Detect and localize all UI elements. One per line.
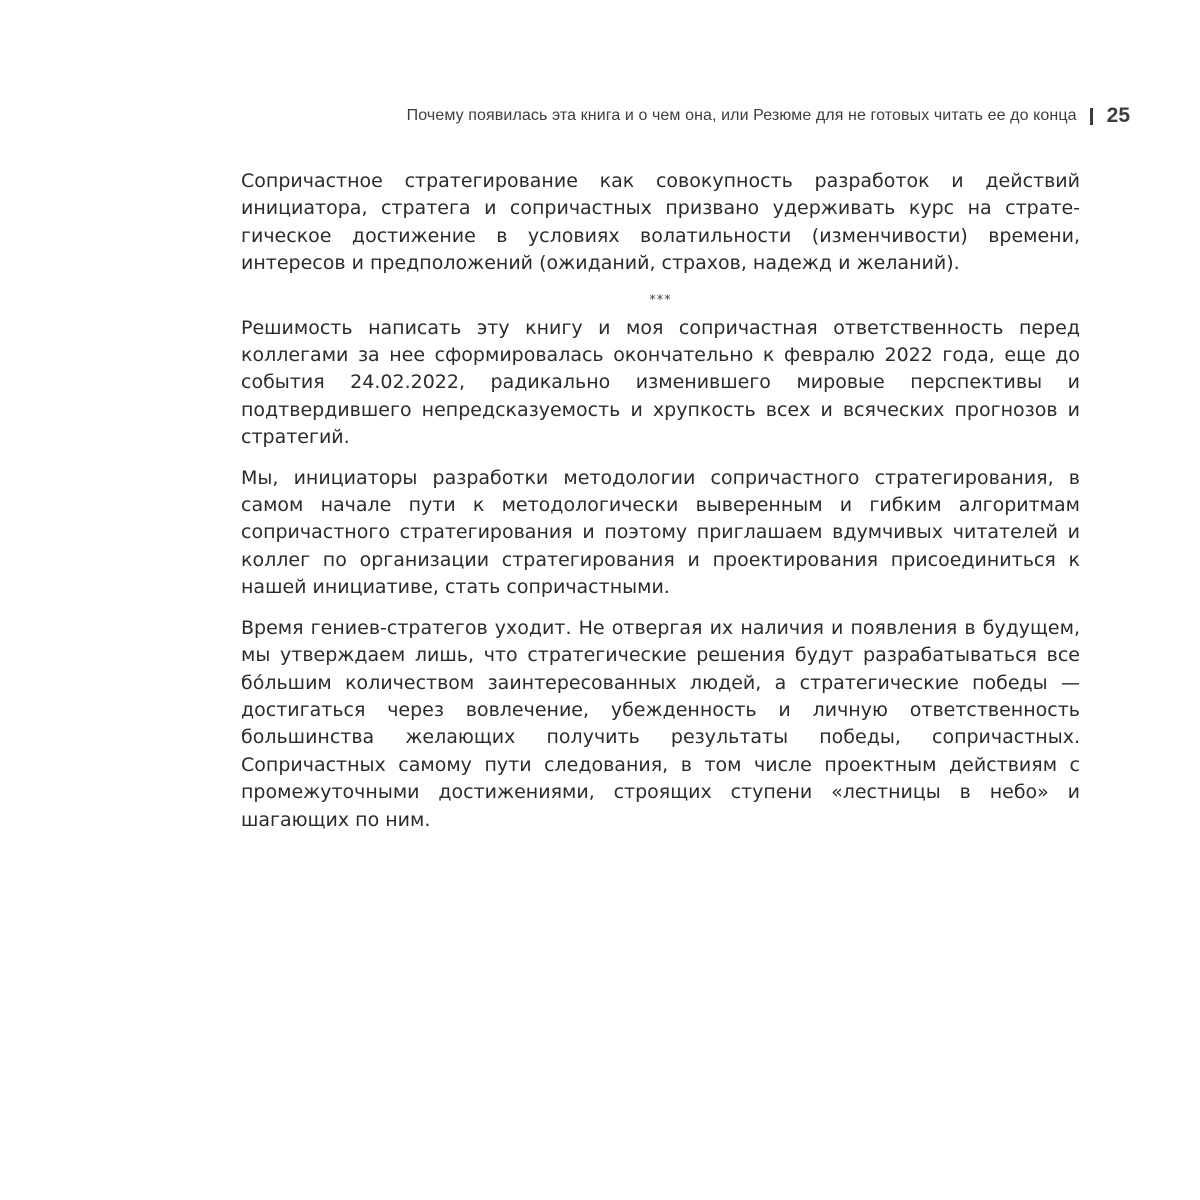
paragraph: Сопричастное стратегирование как совокупность разработок и действий инициатора, стратега и сопричастных призвано удерживать курс на стратегическое достижение в условиях волатильности (изменчивости) времени, интересов и предположений (ожиданий, страхов, надежд и желаний).: [241, 170, 1080, 275]
section-separator: ***: [649, 292, 672, 308]
header-separator-bar: [1090, 108, 1093, 125]
paragraph: Время гениев-стратегов уходит. Не отвергая их наличия и появления в будущем, мы утверждаем лишь, что стратегические решения будут разрабатываться все бóльшим количеством заинтересованных людей, а стратегические победы — достигаться через вовлечение, убежденность и личную ответственность большинства желающих получить результаты победы, сопричастных. Сопричастных самому пути следования, в том числе проектным действиям с промежуточными достижениями, строящих ступени «лестницы в небо» и шагающих по ним.: [241, 616, 1080, 831]
paragraph: Решимость написать эту книгу и моя сопричастная ответственность перед коллегами за нее сформировалась окончательно к февралю 2022 года, еще до события 24.02.2022, радикально изменившего мировые перспективы и подтвердившего непредсказуемость и хрупкость всех и всяческих прогнозов и стратегий.: [241, 316, 1080, 449]
paragraph: Мы, инициаторы разработки методологии сопричастного стратегирования, в самом начале пути к методологически выверенным и гибким алгоритмам сопричастного стратегирования и поэтому приглашаем вдумчивых читателей и коллег по организации стратегирования и проектирования присоединиться к нашей инициативе, стать сопричастными.: [241, 466, 1080, 599]
running-header: [407, 104, 1130, 128]
body-text: [241, 168, 1080, 847]
running-header-title: Почему появилась эта книга и о чем она, или Резюме для не готовых читать ее до конца: [406, 107, 1077, 124]
page-number: 25: [1106, 104, 1130, 127]
